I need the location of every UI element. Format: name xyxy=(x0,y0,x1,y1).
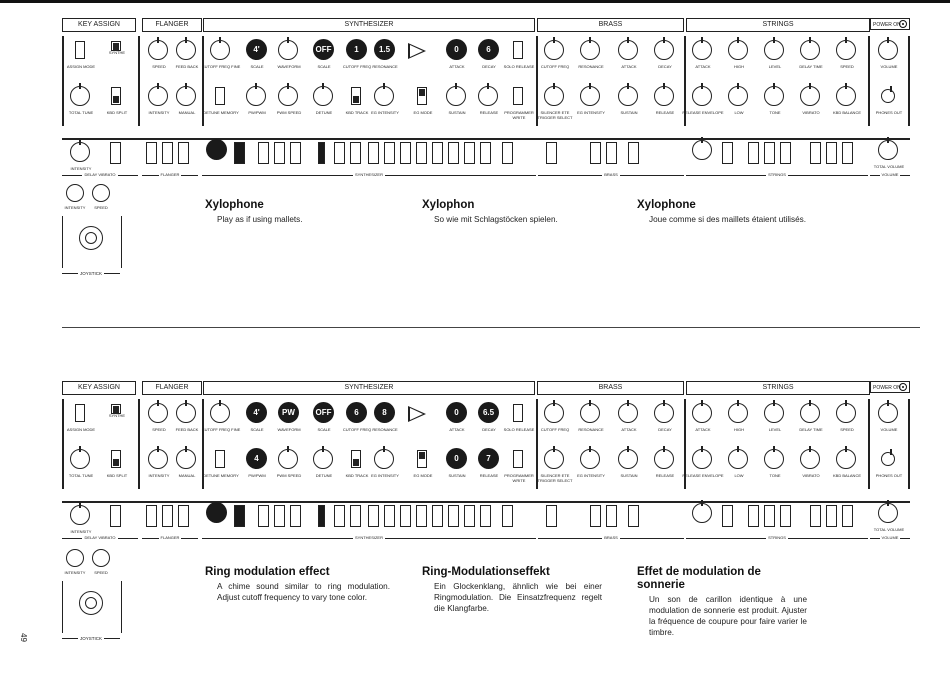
mixer-output-slider[interactable] xyxy=(234,142,245,164)
brass-resonance-knob[interactable]: RESONANCE xyxy=(574,399,608,443)
section-brass: BRASS xyxy=(537,18,684,32)
preset-piano2-button[interactable] xyxy=(274,505,285,527)
solo-release-switch[interactable]: SOLO RELEASE xyxy=(502,399,536,443)
vcf-resonance-knob[interactable]: 8 RESONANCE xyxy=(368,399,402,443)
brass-attack-knob[interactable]: ATTACK xyxy=(612,399,646,443)
delay-vibrato-slider[interactable] xyxy=(110,505,121,527)
mixer-output-slider[interactable] xyxy=(234,505,245,527)
program-2-button[interactable] xyxy=(384,142,395,164)
vibrato-effect-button[interactable] xyxy=(826,142,837,164)
assign-mode-switch[interactable]: ASSIGN MODE xyxy=(64,36,98,80)
desc-title: Xylophon xyxy=(422,199,475,211)
strings-level-knob[interactable]: LEVEL xyxy=(758,399,792,443)
pw-pwm-knob[interactable]: PW/PWM xyxy=(240,82,274,126)
programmer-write-switch[interactable]: PROGRAMMER WRITE xyxy=(502,82,536,126)
desc-title: Ring modulation effect xyxy=(205,566,330,578)
joystick-section-top xyxy=(62,182,120,282)
joystick-speed-knob[interactable] xyxy=(92,549,110,567)
strings-speed-knob[interactable]: SPEED xyxy=(830,399,864,443)
vcf-resonance-knob[interactable]: 1.5 RESONANCE xyxy=(368,36,402,80)
vibrato-effect-button[interactable] xyxy=(826,505,837,527)
strings-4-button[interactable] xyxy=(780,142,791,164)
program-1-button[interactable] xyxy=(368,142,379,164)
desc-en-bottom xyxy=(205,566,390,603)
flanger-group: FLANGER xyxy=(142,172,198,178)
flanger-synthe-slider[interactable] xyxy=(146,142,157,164)
brass-8-button[interactable] xyxy=(606,142,617,164)
assign-mode-switch[interactable]: ASSIGN MODE xyxy=(64,399,98,443)
total-tune-knob[interactable]: TOTAL TUNE xyxy=(64,82,98,126)
brass-eg-intensity-knob[interactable]: EG INTENSITY xyxy=(574,82,608,126)
bank-a-button[interactable] xyxy=(334,505,345,527)
desc-fr-top xyxy=(637,199,807,225)
vco2-detune-knob[interactable]: DETUNE xyxy=(307,82,341,126)
brass-volume-slider[interactable] xyxy=(502,505,513,527)
brass-sustain-knob[interactable]: SUSTAIN xyxy=(612,82,646,126)
joystick-intensity-label: INTENSITY xyxy=(64,205,86,210)
program-7-button[interactable] xyxy=(464,142,475,164)
strings-high-knob[interactable]: HIGH xyxy=(722,399,756,443)
programmer-write-switch[interactable]: PROGRAMMER WRITE xyxy=(502,445,536,489)
vco2-detune-knob[interactable]: DETUNE xyxy=(307,445,341,489)
eg-mode-switch[interactable]: EG MODE xyxy=(406,445,440,489)
flanger-manual-knob[interactable]: MANUAL xyxy=(170,82,204,126)
desc-title: Xylophone xyxy=(637,199,696,211)
brass-16-button[interactable] xyxy=(590,142,601,164)
phones-volume-knob[interactable]: VOLUME xyxy=(872,36,906,80)
program-3-button[interactable] xyxy=(400,142,411,164)
flanger-intensity-knob[interactable]: INTENSITY xyxy=(142,445,176,489)
section-key-assign: KEY ASSIGN xyxy=(62,381,136,395)
section-header-row xyxy=(62,18,910,32)
desc-body: Un son de carillon identique à une modulation de sonnerie est produit. Ajuster la fréquence de coupure pour faire varier le timbre. xyxy=(649,595,807,637)
eg-release-knob[interactable]: 7 RELEASE xyxy=(472,445,506,489)
synth-panel-xylophone xyxy=(62,18,910,182)
joystick-icon[interactable] xyxy=(79,226,103,250)
brass-decay-knob[interactable]: DECAY xyxy=(648,399,682,443)
flanger-strings-slider[interactable] xyxy=(178,142,189,164)
strings-8-button[interactable] xyxy=(764,505,775,527)
desc-de-top xyxy=(422,199,602,225)
manual-button[interactable] xyxy=(318,505,325,527)
flanger-speed-knob[interactable]: SPEED xyxy=(142,399,176,443)
section-strings: STRINGS xyxy=(686,18,870,32)
desc-en-top xyxy=(205,199,375,225)
section-synthesizer: SYNTHESIZER xyxy=(203,381,535,395)
volume-group: VOLUME xyxy=(870,535,910,541)
section-strings: STRINGS xyxy=(686,381,870,395)
brass-volume-slider[interactable] xyxy=(502,142,513,164)
delay-vibrato-group: DELAY VIBRATO xyxy=(62,172,138,178)
flanger-speed-knob[interactable]: SPEED xyxy=(142,36,176,80)
program-6-button[interactable] xyxy=(448,505,459,527)
strings-group: STRINGS xyxy=(686,535,868,541)
section-brass: BRASS xyxy=(537,381,684,395)
ensemble-button[interactable] xyxy=(842,142,853,164)
pwm-speed-knob[interactable]: PWM SPEED xyxy=(272,445,306,489)
strings-tone-knob[interactable]: TONE xyxy=(758,445,792,489)
brass-decay-knob[interactable]: DECAY xyxy=(648,36,682,80)
eg-attack-knob[interactable]: 0 ATTACK xyxy=(440,399,474,443)
section-synthesizer: SYNTHESIZER xyxy=(203,18,535,32)
bowing-button[interactable] xyxy=(810,142,821,164)
strings-output-slider[interactable] xyxy=(722,142,733,164)
desc-fr-bottom xyxy=(637,566,807,638)
program-5-button[interactable] xyxy=(432,142,443,164)
brass-silencer-knob[interactable]: SILENCER ETE TRIGGER SELECT xyxy=(538,445,572,489)
strings-level-knob[interactable]: LEVEL xyxy=(758,36,792,80)
flanger-group: FLANGER xyxy=(142,535,198,541)
brass-group: BRASS xyxy=(538,535,684,541)
brass-silencer-knob[interactable]: SILENCER ETE TRIGGER SELECT xyxy=(538,82,572,126)
strings-speed-knob[interactable]: SPEED xyxy=(830,36,864,80)
brass-cutoff-knob[interactable]: CUTOFF FREQ xyxy=(538,399,572,443)
synthe-switch[interactable]: SYNTHE xyxy=(100,36,134,80)
joystick-speed-label: SPEED xyxy=(94,570,108,575)
manual-button[interactable] xyxy=(318,142,325,164)
desc-body: Joue comme si des maillets étaient utilisés. xyxy=(649,215,806,224)
control-row-1 xyxy=(62,36,910,82)
delay-vibrato-group: DELAY VIBRATO xyxy=(62,535,138,541)
kbd-split-switch[interactable]: KBD SPLIT xyxy=(100,445,134,489)
brass-attack-knob[interactable]: ATTACK xyxy=(612,36,646,80)
kbd-track-switch[interactable]: KBD TRACK xyxy=(340,82,374,126)
brass-output-slider[interactable] xyxy=(546,505,557,527)
desc-body: So wie mit Schlagstöcken spielen. xyxy=(434,215,558,224)
brass-release-knob[interactable]: RELEASE xyxy=(648,445,682,489)
brass-8-button[interactable] xyxy=(606,505,617,527)
strings-delay-time-knob[interactable]: DELAY TIME xyxy=(794,399,828,443)
strings-output-slider[interactable] xyxy=(722,505,733,527)
vcf-cutoff-knob[interactable]: 6 CUTOFF FREQ xyxy=(340,399,374,443)
vca-amp-icon xyxy=(402,399,436,443)
phones-out-jack[interactable]: PHONES OUT xyxy=(872,445,906,489)
joystick-label: JOYSTICK xyxy=(62,271,120,276)
strings-vibrato-knob[interactable]: VIBRATO xyxy=(794,82,828,126)
strings-kbd-balance-knob[interactable]: KBD BALANCE xyxy=(830,445,864,489)
strings-low-knob[interactable]: LOW xyxy=(722,445,756,489)
program-8-button[interactable] xyxy=(480,142,491,164)
strings-16-button[interactable] xyxy=(748,142,759,164)
multiple-trigger-button[interactable] xyxy=(628,505,639,527)
synth-panel-ring-mod xyxy=(62,381,910,545)
phones-out-jack[interactable]: PHONES OUT xyxy=(872,82,906,126)
desc-de-bottom xyxy=(422,566,602,614)
ensemble-button[interactable] xyxy=(842,505,853,527)
vco2-scale-knob[interactable]: OFF SCALE xyxy=(307,36,341,80)
section-flanger: FLANGER xyxy=(142,18,202,32)
strings-delay-time-knob[interactable]: DELAY TIME xyxy=(794,36,828,80)
eg-mode-switch[interactable]: EG MODE xyxy=(406,82,440,126)
multiple-trigger-button[interactable] xyxy=(628,142,639,164)
synthe-switch[interactable]: SYNTHE xyxy=(100,399,134,443)
cutoff-fine-knob[interactable]: CUTOFF FREQ FINE xyxy=(204,36,238,80)
power-indicator: POWER ON xyxy=(870,381,910,393)
strings-high-knob[interactable]: HIGH xyxy=(722,36,756,80)
waveform-knob[interactable]: WAVEFORM xyxy=(272,36,306,80)
waveform-knob[interactable]: PW WAVEFORM xyxy=(272,399,306,443)
preset-piano1-button[interactable] xyxy=(258,505,269,527)
preset-piano1-button[interactable] xyxy=(258,142,269,164)
total-tune-knob[interactable]: TOTAL TUNE xyxy=(64,445,98,489)
detune-memory-switch[interactable]: DETUNE MEMORY xyxy=(204,82,238,126)
pw-pwm-knob[interactable]: 4 PW/PWM xyxy=(240,445,274,489)
program-5-button[interactable] xyxy=(432,505,443,527)
program-4-button[interactable] xyxy=(416,505,427,527)
preset-clav-button[interactable] xyxy=(290,505,301,527)
slider-row xyxy=(62,138,910,182)
program-8-button[interactable] xyxy=(480,505,491,527)
bank-b-button[interactable] xyxy=(350,142,361,164)
desc-title: Ring-Modulationseffekt xyxy=(422,566,550,578)
section-key-assign: KEY ASSIGN xyxy=(62,18,136,32)
vca-amp-icon xyxy=(402,36,436,80)
solo-release-switch[interactable]: SOLO RELEASE xyxy=(502,36,536,80)
synthesizer-group: SYNTHESIZER xyxy=(202,172,536,178)
vco2-scale-knob[interactable]: OFF SCALE xyxy=(307,399,341,443)
control-row-2 xyxy=(62,82,910,128)
program-4-button[interactable] xyxy=(416,142,427,164)
flanger-intensity-knob[interactable]: INTENSITY xyxy=(142,82,176,126)
eg-intensity-knob[interactable]: EG INTENSITY xyxy=(368,445,402,489)
delay-vibrato-intensity-knob[interactable]: INTENSITY xyxy=(64,138,98,182)
scale-knob[interactable]: 4' SCALE xyxy=(240,36,274,80)
cutoff-fine-knob[interactable]: CUTOFF FREQ FINE xyxy=(204,399,238,443)
bank-b-button[interactable] xyxy=(350,505,361,527)
brass-16-button[interactable] xyxy=(590,505,601,527)
power-lamp-icon xyxy=(899,20,907,28)
desc-title: Xylophone xyxy=(205,199,264,211)
section-header-row xyxy=(62,381,910,395)
bowing-button[interactable] xyxy=(810,505,821,527)
section-flanger: FLANGER xyxy=(142,381,202,395)
bank-a-button[interactable] xyxy=(334,142,345,164)
brass-output-slider[interactable] xyxy=(546,142,557,164)
strings-release-knob[interactable]: RELEASE ENVELOPE xyxy=(686,82,720,126)
joystick-intensity-knob[interactable] xyxy=(66,549,84,567)
flanger-synthe-slider[interactable] xyxy=(146,505,157,527)
preset-piano2-button[interactable] xyxy=(274,142,285,164)
eg-intensity-knob[interactable]: EG INTENSITY xyxy=(368,82,402,126)
joystick-icon[interactable] xyxy=(79,591,103,615)
brass-resonance-knob[interactable]: RESONANCE xyxy=(574,36,608,80)
top-edge-line xyxy=(0,0,950,3)
strings-release-knob[interactable]: RELEASE ENVELOPE xyxy=(686,445,720,489)
program-6-button[interactable] xyxy=(448,142,459,164)
control-row-1 xyxy=(62,399,910,445)
eg-decay-knob[interactable]: 6 DECAY xyxy=(472,36,506,80)
eg-sustain-knob[interactable]: SUSTAIN xyxy=(440,82,474,126)
delay-vibrato-slider[interactable] xyxy=(110,142,121,164)
strings-4-button[interactable] xyxy=(780,505,791,527)
desc-title: Effet de modulation de sonnerie xyxy=(637,566,761,591)
joystick-intensity-knob[interactable] xyxy=(66,184,84,202)
program-7-button[interactable] xyxy=(464,505,475,527)
page-number: 49 xyxy=(19,633,28,642)
strings-kbd-balance-knob[interactable]: KBD BALANCE xyxy=(830,82,864,126)
pwm-speed-knob[interactable]: PWM SPEED xyxy=(272,82,306,126)
vcf-cutoff-knob[interactable]: 1 CUTOFF FREQ xyxy=(340,36,374,80)
strings-group: STRINGS xyxy=(686,172,868,178)
strings-8-button[interactable] xyxy=(764,142,775,164)
preset-clav-button[interactable] xyxy=(290,142,301,164)
phones-volume-knob[interactable]: VOLUME xyxy=(872,399,906,443)
total-volume-knob[interactable]: TOTAL VOLUME xyxy=(872,499,906,543)
flanger-manual-knob[interactable]: MANUAL xyxy=(170,445,204,489)
control-row-2 xyxy=(62,445,910,491)
flanger-brass-slider[interactable] xyxy=(162,142,173,164)
joystick-speed-knob[interactable] xyxy=(92,184,110,202)
strings-low-knob[interactable]: LOW xyxy=(722,82,756,126)
synthesizer-group: SYNTHESIZER xyxy=(202,535,536,541)
eg-attack-knob[interactable]: 0 ATTACK xyxy=(440,36,474,80)
scale-knob[interactable]: 4' SCALE xyxy=(240,399,274,443)
brass-group: BRASS xyxy=(538,172,684,178)
page-divider xyxy=(62,327,920,328)
strings-tone-knob[interactable]: TONE xyxy=(758,82,792,126)
volume-group: VOLUME xyxy=(870,172,910,178)
kbd-split-switch[interactable]: KBD SPLIT xyxy=(100,82,134,126)
strings-attack-knob[interactable]: ATTACK xyxy=(686,36,720,80)
kbd-track-switch[interactable]: KBD TRACK xyxy=(340,445,374,489)
brass-sustain-knob[interactable]: SUSTAIN xyxy=(612,445,646,489)
program-2-button[interactable] xyxy=(384,505,395,527)
slider-row xyxy=(62,501,910,545)
eg-release-knob[interactable]: RELEASE xyxy=(472,82,506,126)
eg-decay-knob[interactable]: 6.5 DECAY xyxy=(472,399,506,443)
brass-cutoff-knob[interactable]: CUTOFF FREQ xyxy=(538,36,572,80)
strings-vibrato-knob[interactable]: VIBRATO xyxy=(794,445,828,489)
delay-vibrato-intensity-knob[interactable]: INTENSITY xyxy=(64,501,98,545)
detune-memory-switch[interactable]: DETUNE MEMORY xyxy=(204,445,238,489)
strings-16-button[interactable] xyxy=(748,505,759,527)
desc-body: Play as if using mallets. xyxy=(217,215,303,224)
desc-body: A chime sound similar to ring modulation. Adjust cutoff frequency to vary tone color. xyxy=(217,582,390,602)
flanger-brass-slider[interactable] xyxy=(162,505,173,527)
power-lamp-icon xyxy=(899,383,907,391)
joystick-label: JOYSTICK xyxy=(62,636,120,641)
flanger-strings-slider[interactable] xyxy=(178,505,189,527)
program-3-button[interactable] xyxy=(400,505,411,527)
eg-sustain-knob[interactable]: 0 SUSTAIN xyxy=(440,445,474,489)
total-volume-knob[interactable]: TOTAL VOLUME xyxy=(872,136,906,180)
joystick-speed-label: SPEED xyxy=(94,205,108,210)
joystick-intensity-label: INTENSITY xyxy=(64,570,86,575)
brass-release-knob[interactable]: RELEASE xyxy=(648,82,682,126)
strings-attack-knob[interactable]: ATTACK xyxy=(686,399,720,443)
flanger-feedback-knob[interactable]: FEED BACK xyxy=(170,399,204,443)
desc-body: Ein Glockenklang, ähnlich wie bei einer Ringmodulation. Die Einsatzfrequenz regelt die Klangfarbe. xyxy=(434,582,602,613)
brass-eg-intensity-knob[interactable]: EG INTENSITY xyxy=(574,445,608,489)
power-indicator: POWER ON xyxy=(870,18,910,30)
program-1-button[interactable] xyxy=(368,505,379,527)
joystick-section-bottom xyxy=(62,547,120,647)
flanger-feedback-knob[interactable]: FEED BACK xyxy=(170,36,204,80)
